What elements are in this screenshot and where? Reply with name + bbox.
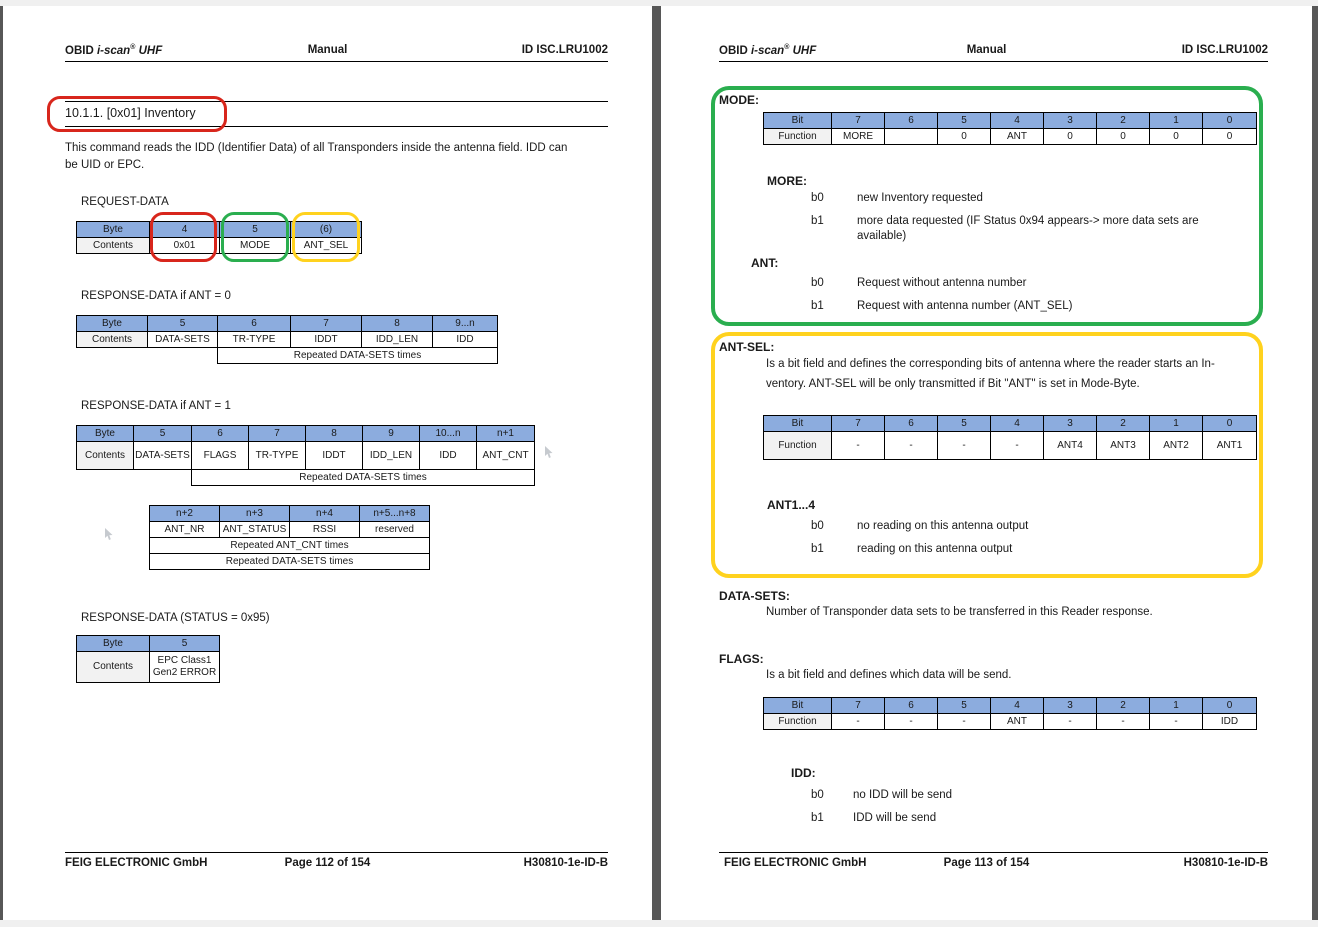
idd-title: IDD: xyxy=(791,766,816,780)
cell: - xyxy=(832,714,885,730)
cell: 9 xyxy=(363,426,420,442)
cell: reserved xyxy=(360,522,430,538)
cell: 5 xyxy=(220,222,291,238)
response-ant1-label: RESPONSE-DATA if ANT = 1 xyxy=(81,400,231,412)
cell: Contents xyxy=(77,332,148,348)
cell: - xyxy=(938,432,991,460)
page-113 xyxy=(661,6,1312,920)
footer-doc-code: H30810-1e-ID-B xyxy=(1183,857,1268,869)
cell: 7 xyxy=(832,698,885,714)
response-ant1-continuation-table xyxy=(149,505,430,570)
cell: Function xyxy=(764,129,832,145)
cell: Bit xyxy=(764,113,832,129)
bit-label: b0 xyxy=(811,789,824,801)
cell: 3 xyxy=(1044,416,1097,432)
cell: 7 xyxy=(291,316,362,332)
mouse-cursor-icon xyxy=(544,446,556,459)
mode-title: MODE: xyxy=(719,93,759,107)
bit-label: b0 xyxy=(811,192,824,204)
bit-desc: more data requested (IF Status 0x94 appears-> more data sets are xyxy=(857,215,1199,227)
section-title: 10.1.1. [0x01] Inventory xyxy=(65,106,196,120)
cell: - xyxy=(1044,714,1097,730)
repeat-row: Repeated DATA-SETS times xyxy=(218,348,498,364)
cell: - xyxy=(1097,714,1150,730)
title-rule-top xyxy=(65,101,608,102)
antsel-title: ANT-SEL: xyxy=(719,340,775,354)
cell: n+3 xyxy=(220,506,290,522)
footer-doc-code: H30810-1e-ID-B xyxy=(523,857,608,869)
header-rule xyxy=(719,61,1268,62)
datasets-desc: Number of Transponder data sets to be transferred in this Reader response. xyxy=(766,606,1153,618)
cell: 8 xyxy=(362,316,433,332)
repeat-row: Repeated DATA-SETS times xyxy=(192,470,535,486)
request-data-table xyxy=(76,221,362,254)
cell: ANT xyxy=(991,714,1044,730)
bit-label: b1 xyxy=(811,543,824,555)
header-center: Manual xyxy=(307,44,348,56)
ant14-title: ANT1...4 xyxy=(767,498,816,512)
cell: MORE xyxy=(832,129,885,145)
flags-bit-table xyxy=(763,697,1257,730)
cell: Function xyxy=(764,432,832,460)
cell: 0 xyxy=(1203,113,1257,129)
cell: MODE xyxy=(220,238,291,254)
cell: 6 xyxy=(885,113,938,129)
footer-rule xyxy=(65,852,608,853)
cell: Contents xyxy=(77,238,150,254)
cell: ANT1 xyxy=(1203,432,1257,460)
cell: ANT_CNT xyxy=(477,442,535,470)
cell: - xyxy=(938,714,991,730)
cell: 1 xyxy=(1150,416,1203,432)
header-center: Manual xyxy=(966,44,1007,56)
cell: 5 xyxy=(148,316,218,332)
bit-desc: no IDD will be send xyxy=(853,789,953,801)
bit-desc: new Inventory requested xyxy=(857,192,983,204)
cell: 6 xyxy=(885,698,938,714)
footer-company: FEIG ELECTRONIC GmbH xyxy=(65,857,208,869)
flags-desc: Is a bit field and defines which data will be send. xyxy=(766,669,1012,681)
cell: Byte xyxy=(77,316,148,332)
cell: 6 xyxy=(192,426,249,442)
cell: 3 xyxy=(1044,113,1097,129)
brand-reg: ® xyxy=(130,44,136,51)
bit-label: b1 xyxy=(811,215,824,227)
right-edge-bar xyxy=(1312,6,1318,920)
title-rule-bottom xyxy=(65,126,608,127)
cell: TR-TYPE xyxy=(249,442,306,470)
cell: 1 xyxy=(1150,698,1203,714)
cell: IDD_LEN xyxy=(363,442,420,470)
cell: Byte xyxy=(77,222,150,238)
response-status-table xyxy=(76,635,220,683)
brand-uhf: UHF xyxy=(792,44,817,57)
cell: Bit xyxy=(764,698,832,714)
cell: 2 xyxy=(1097,416,1150,432)
intro-line-1: This command reads the IDD (Identifier Data) of all Transponders inside the antenna field. IDD can xyxy=(65,142,568,154)
response-ant0-table xyxy=(76,315,498,364)
bit-label: b1 xyxy=(811,300,824,312)
cell: - xyxy=(1150,714,1203,730)
cell: 10...n xyxy=(420,426,477,442)
cell: 4 xyxy=(991,416,1044,432)
cell xyxy=(885,129,938,145)
antsel-bit-table xyxy=(763,415,1257,460)
cell: 0 xyxy=(1044,129,1097,145)
repeat-row: Repeated DATA-SETS times xyxy=(150,554,430,570)
cell: 4 xyxy=(991,698,1044,714)
cell: 5 xyxy=(938,416,991,432)
cell: 2 xyxy=(1097,113,1150,129)
cell: n+2 xyxy=(150,506,220,522)
cell: IDD xyxy=(433,332,498,348)
cell: 6 xyxy=(218,316,291,332)
mouse-cursor-icon xyxy=(104,528,116,541)
cell: n+5...n+8 xyxy=(360,506,430,522)
cell: DATA-SETS xyxy=(148,332,218,348)
cell: 3 xyxy=(1044,698,1097,714)
brand-obid: OBID xyxy=(65,44,94,57)
cell: 0 xyxy=(1150,129,1203,145)
bit-label: b0 xyxy=(811,520,824,532)
cell: Bit xyxy=(764,416,832,432)
cell: ANT4 xyxy=(1044,432,1097,460)
response-ant0-label: RESPONSE-DATA if ANT = 0 xyxy=(81,290,231,302)
response-status-label: RESPONSE-DATA (STATUS = 0x95) xyxy=(81,612,270,624)
cell: 9...n xyxy=(433,316,498,332)
cell: - xyxy=(885,432,938,460)
footer-company: FEIG ELECTRONIC GmbH xyxy=(724,857,867,869)
flags-title: FLAGS: xyxy=(719,652,764,666)
ant-title: ANT: xyxy=(751,256,779,270)
datasets-title: DATA-SETS: xyxy=(719,589,790,603)
footer-rule xyxy=(719,852,1268,853)
bit-desc: Request with antenna number (ANT_SEL) xyxy=(857,300,1073,312)
cell: IDDT xyxy=(306,442,363,470)
cell: IDDT xyxy=(291,332,362,348)
footer-page-number: Page 113 of 154 xyxy=(943,857,1030,869)
cell: Contents xyxy=(77,442,134,470)
bit-label: b1 xyxy=(811,812,824,824)
cell: DATA-SETS xyxy=(134,442,192,470)
header-doc-id: ID ISC.LRU1002 xyxy=(521,44,608,56)
cell: ANT xyxy=(991,129,1044,145)
header-doc-id: ID ISC.LRU1002 xyxy=(1181,44,1268,56)
cell: 0 xyxy=(1203,129,1257,145)
header-rule xyxy=(65,61,608,62)
cell: 0 xyxy=(938,129,991,145)
brand-reg: ® xyxy=(784,44,790,51)
cell: 2 xyxy=(1097,698,1150,714)
intro-line-2: be UID or EPC. xyxy=(65,159,145,171)
cell: 4 xyxy=(991,113,1044,129)
cell: n+4 xyxy=(290,506,360,522)
cell: 1 xyxy=(1150,113,1203,129)
cell: RSSI xyxy=(290,522,360,538)
bit-desc: available) xyxy=(857,230,907,242)
cell: - xyxy=(991,432,1044,460)
cell: 0 xyxy=(1203,416,1257,432)
cell: ANT_NR xyxy=(150,522,220,538)
cell: IDD xyxy=(420,442,477,470)
cell: 0x01 xyxy=(150,238,220,254)
page-112 xyxy=(3,6,652,920)
cell: 6 xyxy=(885,416,938,432)
cell: IDD xyxy=(1203,714,1257,730)
cell: - xyxy=(885,714,938,730)
response-ant1-table xyxy=(76,425,535,486)
cell: TR-TYPE xyxy=(218,332,291,348)
cell: ANT_SEL xyxy=(291,238,362,254)
cell: Byte xyxy=(77,636,150,652)
cell: 5 xyxy=(150,636,220,652)
cell: 7 xyxy=(832,416,885,432)
bit-desc: no reading on this antenna output xyxy=(857,520,1029,532)
cell: 4 xyxy=(150,222,220,238)
page-gap-bar xyxy=(652,6,661,920)
cell: n+1 xyxy=(477,426,535,442)
cell: 7 xyxy=(832,113,885,129)
spacer-cell xyxy=(77,470,192,486)
cell: FLAGS xyxy=(192,442,249,470)
antsel-desc-line-1: Is a bit field and defines the corresponding bits of antenna where the reader starts an In- xyxy=(766,358,1215,370)
request-data-label: REQUEST-DATA xyxy=(81,196,169,208)
cell: 8 xyxy=(306,426,363,442)
bit-desc: IDD will be send xyxy=(853,812,937,824)
cell: 0 xyxy=(1097,129,1150,145)
footer-page-number: Page 112 of 154 xyxy=(284,857,371,869)
cell: 5 xyxy=(134,426,192,442)
cell: Contents xyxy=(77,652,150,683)
cell: 5 xyxy=(938,113,991,129)
brand-iscan: i-scan xyxy=(750,44,785,57)
repeat-row: Repeated ANT_CNT times xyxy=(150,538,430,554)
cell: (6) xyxy=(291,222,362,238)
cell: ANT3 xyxy=(1097,432,1150,460)
brand-obid: OBID xyxy=(719,44,748,57)
cell: IDD_LEN xyxy=(362,332,433,348)
cell: 0 xyxy=(1203,698,1257,714)
bit-label: b0 xyxy=(811,277,824,289)
bit-desc: reading on this antenna output xyxy=(857,543,1013,555)
mode-bit-table xyxy=(763,112,1257,145)
bit-desc: Request without antenna number xyxy=(857,277,1027,289)
cell: ANT2 xyxy=(1150,432,1203,460)
antsel-desc-line-2: ventory. ANT-SEL will be only transmitted if Bit "ANT" is set in Mode-Byte. xyxy=(766,378,1140,390)
cell: Function xyxy=(764,714,832,730)
cell: 7 xyxy=(249,426,306,442)
cell: EPC Class1 Gen2 ERROR xyxy=(150,652,220,683)
cell: Byte xyxy=(77,426,134,442)
more-title: MORE: xyxy=(767,174,807,188)
brand-iscan: i-scan xyxy=(96,44,131,57)
cell: ANT_STATUS xyxy=(220,522,290,538)
spacer-cell xyxy=(77,348,218,364)
cell: 5 xyxy=(938,698,991,714)
brand-uhf: UHF xyxy=(138,44,163,57)
cell: - xyxy=(832,432,885,460)
